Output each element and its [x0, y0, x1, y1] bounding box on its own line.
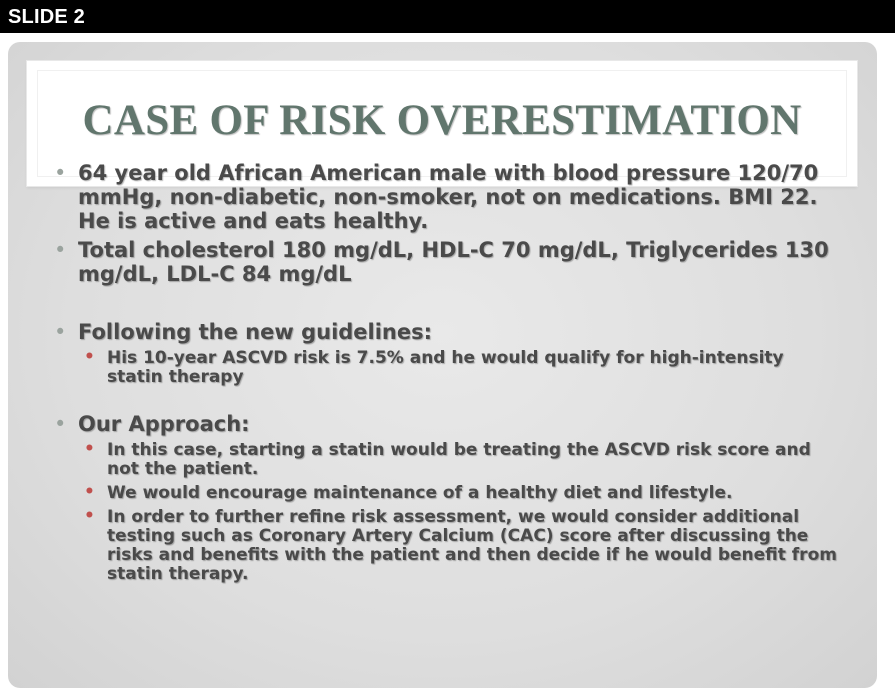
- sub-bullet-dot-icon: •: [84, 347, 95, 367]
- bullet-text: 64 year old African American male with blood pressure 120/70 mmHg, non-diabetic, non-smoker, not on medications. BMI 22. He is active and eats healthy.: [78, 161, 819, 233]
- bullet-our-approach: [54, 412, 844, 436]
- bullet-lipid-panel: [54, 238, 844, 286]
- bullet-text: Our Approach:: [78, 412, 250, 436]
- sub-bullet-dot-icon: •: [84, 439, 95, 459]
- slide-body: [54, 161, 844, 584]
- bullet-patient-profile: [54, 161, 844, 233]
- bullet-dot-icon: •: [54, 412, 67, 436]
- bullet-text: Following the new guidelines:: [78, 320, 433, 344]
- slide-number-label: SLIDE 2: [8, 6, 85, 28]
- sub-bullet-dot-icon: •: [84, 482, 95, 502]
- bullet-dot-icon: •: [54, 320, 67, 344]
- sub-bullet-dot-icon: •: [84, 506, 95, 526]
- bullet-dot-icon: •: [54, 238, 67, 262]
- bullet-guidelines: [54, 320, 844, 344]
- bullet-text: Total cholesterol 180 mg/dL, HDL-C 70 mg/dL, Triglycerides 130 mg/dL, LDL-C 84 mg/dL: [78, 238, 829, 286]
- top-bar: [0, 0, 895, 33]
- sub-bullet-text: In this case, starting a statin would be treating the ASCVD risk score and not the patient.: [107, 440, 811, 479]
- sub-bullet-text: His 10-year ASCVD risk is 7.5% and he would qualify for high-intensity statin therapy: [107, 348, 784, 387]
- slide-title: CASE OF RISK OVERESTIMATION: [82, 97, 802, 144]
- sub-bullet-text: In order to further refine risk assessment, we would consider additional testing such as Coronary Artery Calcium (CAC) score after discussing the risks and benefits with the patient and then decide if he would benefit from statin therapy.: [107, 507, 837, 584]
- bullet-dot-icon: •: [54, 161, 67, 185]
- sub-bullet-cac-testing: [54, 508, 844, 584]
- sub-bullet-treating-score: [54, 441, 844, 479]
- sub-bullet-text: We would encourage maintenance of a healthy diet and lifestyle.: [107, 483, 733, 503]
- sub-bullet-healthy-lifestyle: [54, 484, 844, 503]
- sub-bullet-ascvd-risk: [54, 349, 844, 387]
